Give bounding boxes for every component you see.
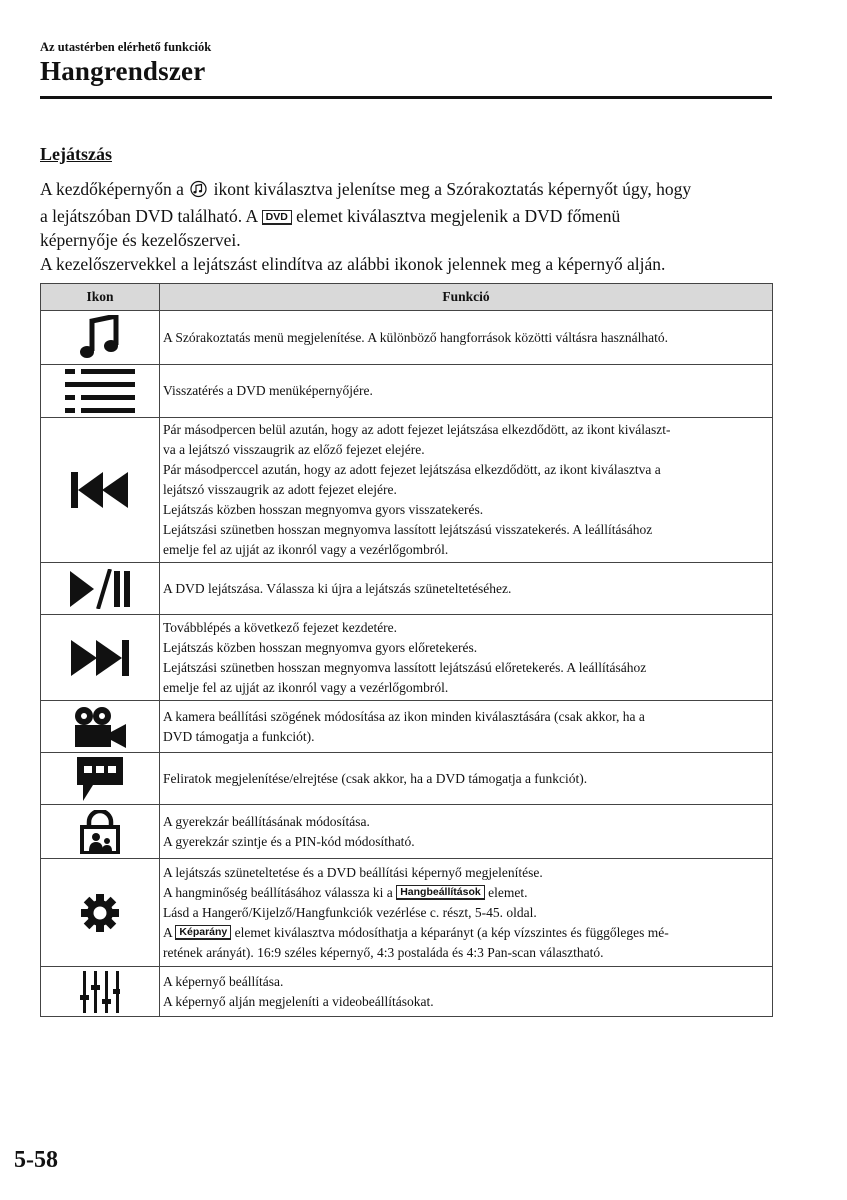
intro-line (40, 177, 780, 204)
intro-line: A kezelőszervekkel a lejátszást elindítva az alábbi ikonok jelennek meg a képernyő alján. (40, 254, 666, 274)
function-text: Továbblépés a következő fejezet kezdetére. (163, 619, 398, 635)
skip-back-icon (41, 472, 159, 508)
function-text: A képernyő beállítása. (163, 973, 284, 989)
intro-text-part: ikont kiválasztva jelenítse meg a Szórakoztatás képernyőt úgy, hogy (213, 179, 692, 199)
function-text-part: A hangminőség beállításához válassza ki a (163, 884, 393, 900)
function-text: Lejátszási szünetben hosszan megnyomva lassított lejátszású visszatekerés. A leállításához (163, 522, 653, 537)
function-text: A gyerekzár beállításának módosítása. (163, 813, 370, 829)
icon-function-table (40, 283, 773, 1017)
movie-camera-icon (41, 706, 159, 748)
gear-icon (41, 894, 159, 932)
list-menu-icon (41, 369, 159, 413)
table-row (41, 859, 773, 967)
table-row (41, 967, 773, 1017)
dvd-key-label: DVD (262, 210, 292, 225)
function-text: A Szórakoztatás menü megjelenítése. A különböző hangforrások közötti váltásra használható. (163, 329, 668, 345)
aspect-ratio-key-label: Képarány (175, 925, 231, 940)
function-text-part: elemet kiválasztva módosíthatja a képarányt (a kép vízszintes és függőleges mé- (234, 924, 669, 940)
function-text: Lejátszás közben hosszan megnyomva gyors előretekerés. (163, 639, 478, 655)
running-header: Az utastérben elérhető funkciók (40, 40, 212, 54)
function-text: Lásd a Hangerő/Kijelző/Hangfunkciók vezérlése c. részt, 5-45. oldal. (163, 904, 537, 920)
function-text-part: A (163, 924, 173, 940)
equalizer-sliders-icon (41, 971, 159, 1013)
intro-line (40, 204, 780, 228)
function-text: A DVD lejátszása. Válassza ki újra a lejátszás szüneteltetéséhez. (163, 580, 512, 596)
function-text: Lejátszási szünetben hosszan megnyomva lassított lejátszású előretekerés. A leállításához (163, 659, 647, 675)
table-row (41, 805, 773, 859)
section-heading: Lejátszás (40, 144, 112, 164)
table-row (41, 418, 773, 563)
table-row (41, 615, 773, 701)
function-text: emelje fel az ujját az ikonról vagy a vezérlőgombról. (163, 542, 449, 557)
title-rule (40, 96, 772, 99)
page-title: Hangrendszer (40, 56, 206, 86)
music-note-icon (190, 180, 207, 204)
table-row (41, 753, 773, 805)
function-text: emelje fel az ujját az ikonról vagy a vezérlőgombról. (163, 679, 449, 695)
function-text: Visszatérés a DVD menüképernyőjére. (163, 383, 373, 398)
skip-forward-icon (41, 640, 159, 676)
function-text: A képernyő alján megjeleníti a videobeállításokat. (163, 993, 434, 1009)
intro-text-part: a lejátszóban DVD található. A (40, 206, 258, 226)
function-text: A lejátszás szüneteltetése és a DVD beállítási képernyő megjelenítése. (163, 864, 543, 880)
table-header-row (41, 284, 773, 311)
function-text: Pár másodpercen belül azután, hogy az adott fejezet lejátszása elkezdődött, az ikont kiválaszt- (163, 422, 671, 437)
function-text: lejátszó visszaugrik az adott fejezet elejére. (163, 482, 397, 497)
function-text-part: elemet. (488, 884, 528, 900)
function-text: A gyerekzár szintje és a PIN-kód módosítható. (163, 833, 415, 849)
function-text: A kamera beállítási szögének módosítása az ikon minden kiválasztására (csak akkor, ha a (163, 708, 645, 724)
function-text (163, 923, 768, 943)
music-note-icon (41, 315, 159, 361)
table-row (41, 563, 773, 615)
function-text: retének arányát). 16:9 széles képernyő, 4:3 postaláda és 4:3 Pan-scan választható. (163, 944, 604, 960)
intro-text-part: elemet kiválasztva megjelenik a DVD főmenü (296, 206, 621, 226)
child-lock-icon (41, 810, 159, 854)
function-text: va a lejátszó visszaugrik az előző fejezet elejére. (163, 442, 425, 457)
intro-text-part: A kezdőképernyőn a (40, 179, 184, 199)
function-text: Pár másodperccel azután, hogy az adott fejezet lejátszása elkezdődött, az ikont kiválasztva a (163, 462, 661, 477)
column-header-icon: Ikon (41, 284, 160, 311)
table-row (41, 701, 773, 753)
intro-text (40, 177, 780, 276)
column-header-function: Funkció (160, 284, 773, 311)
sound-settings-key-label: Hangbeállítások (396, 885, 485, 900)
intro-line: képernyője és kezelőszervei. (40, 230, 241, 250)
table-row (41, 365, 773, 418)
function-text: Lejátszás közben hosszan megnyomva gyors visszatekerés. (163, 502, 484, 517)
function-text: Feliratok megjelenítése/elrejtése (csak akkor, ha a DVD támogatja a funkciót). (163, 770, 588, 786)
table-row (41, 311, 773, 365)
page-number: 5-58 (14, 1147, 58, 1173)
function-text (163, 883, 768, 903)
function-text: DVD támogatja a funkciót). (163, 728, 315, 744)
play-pause-icon (41, 569, 159, 609)
subtitle-bubble-icon (41, 757, 159, 801)
